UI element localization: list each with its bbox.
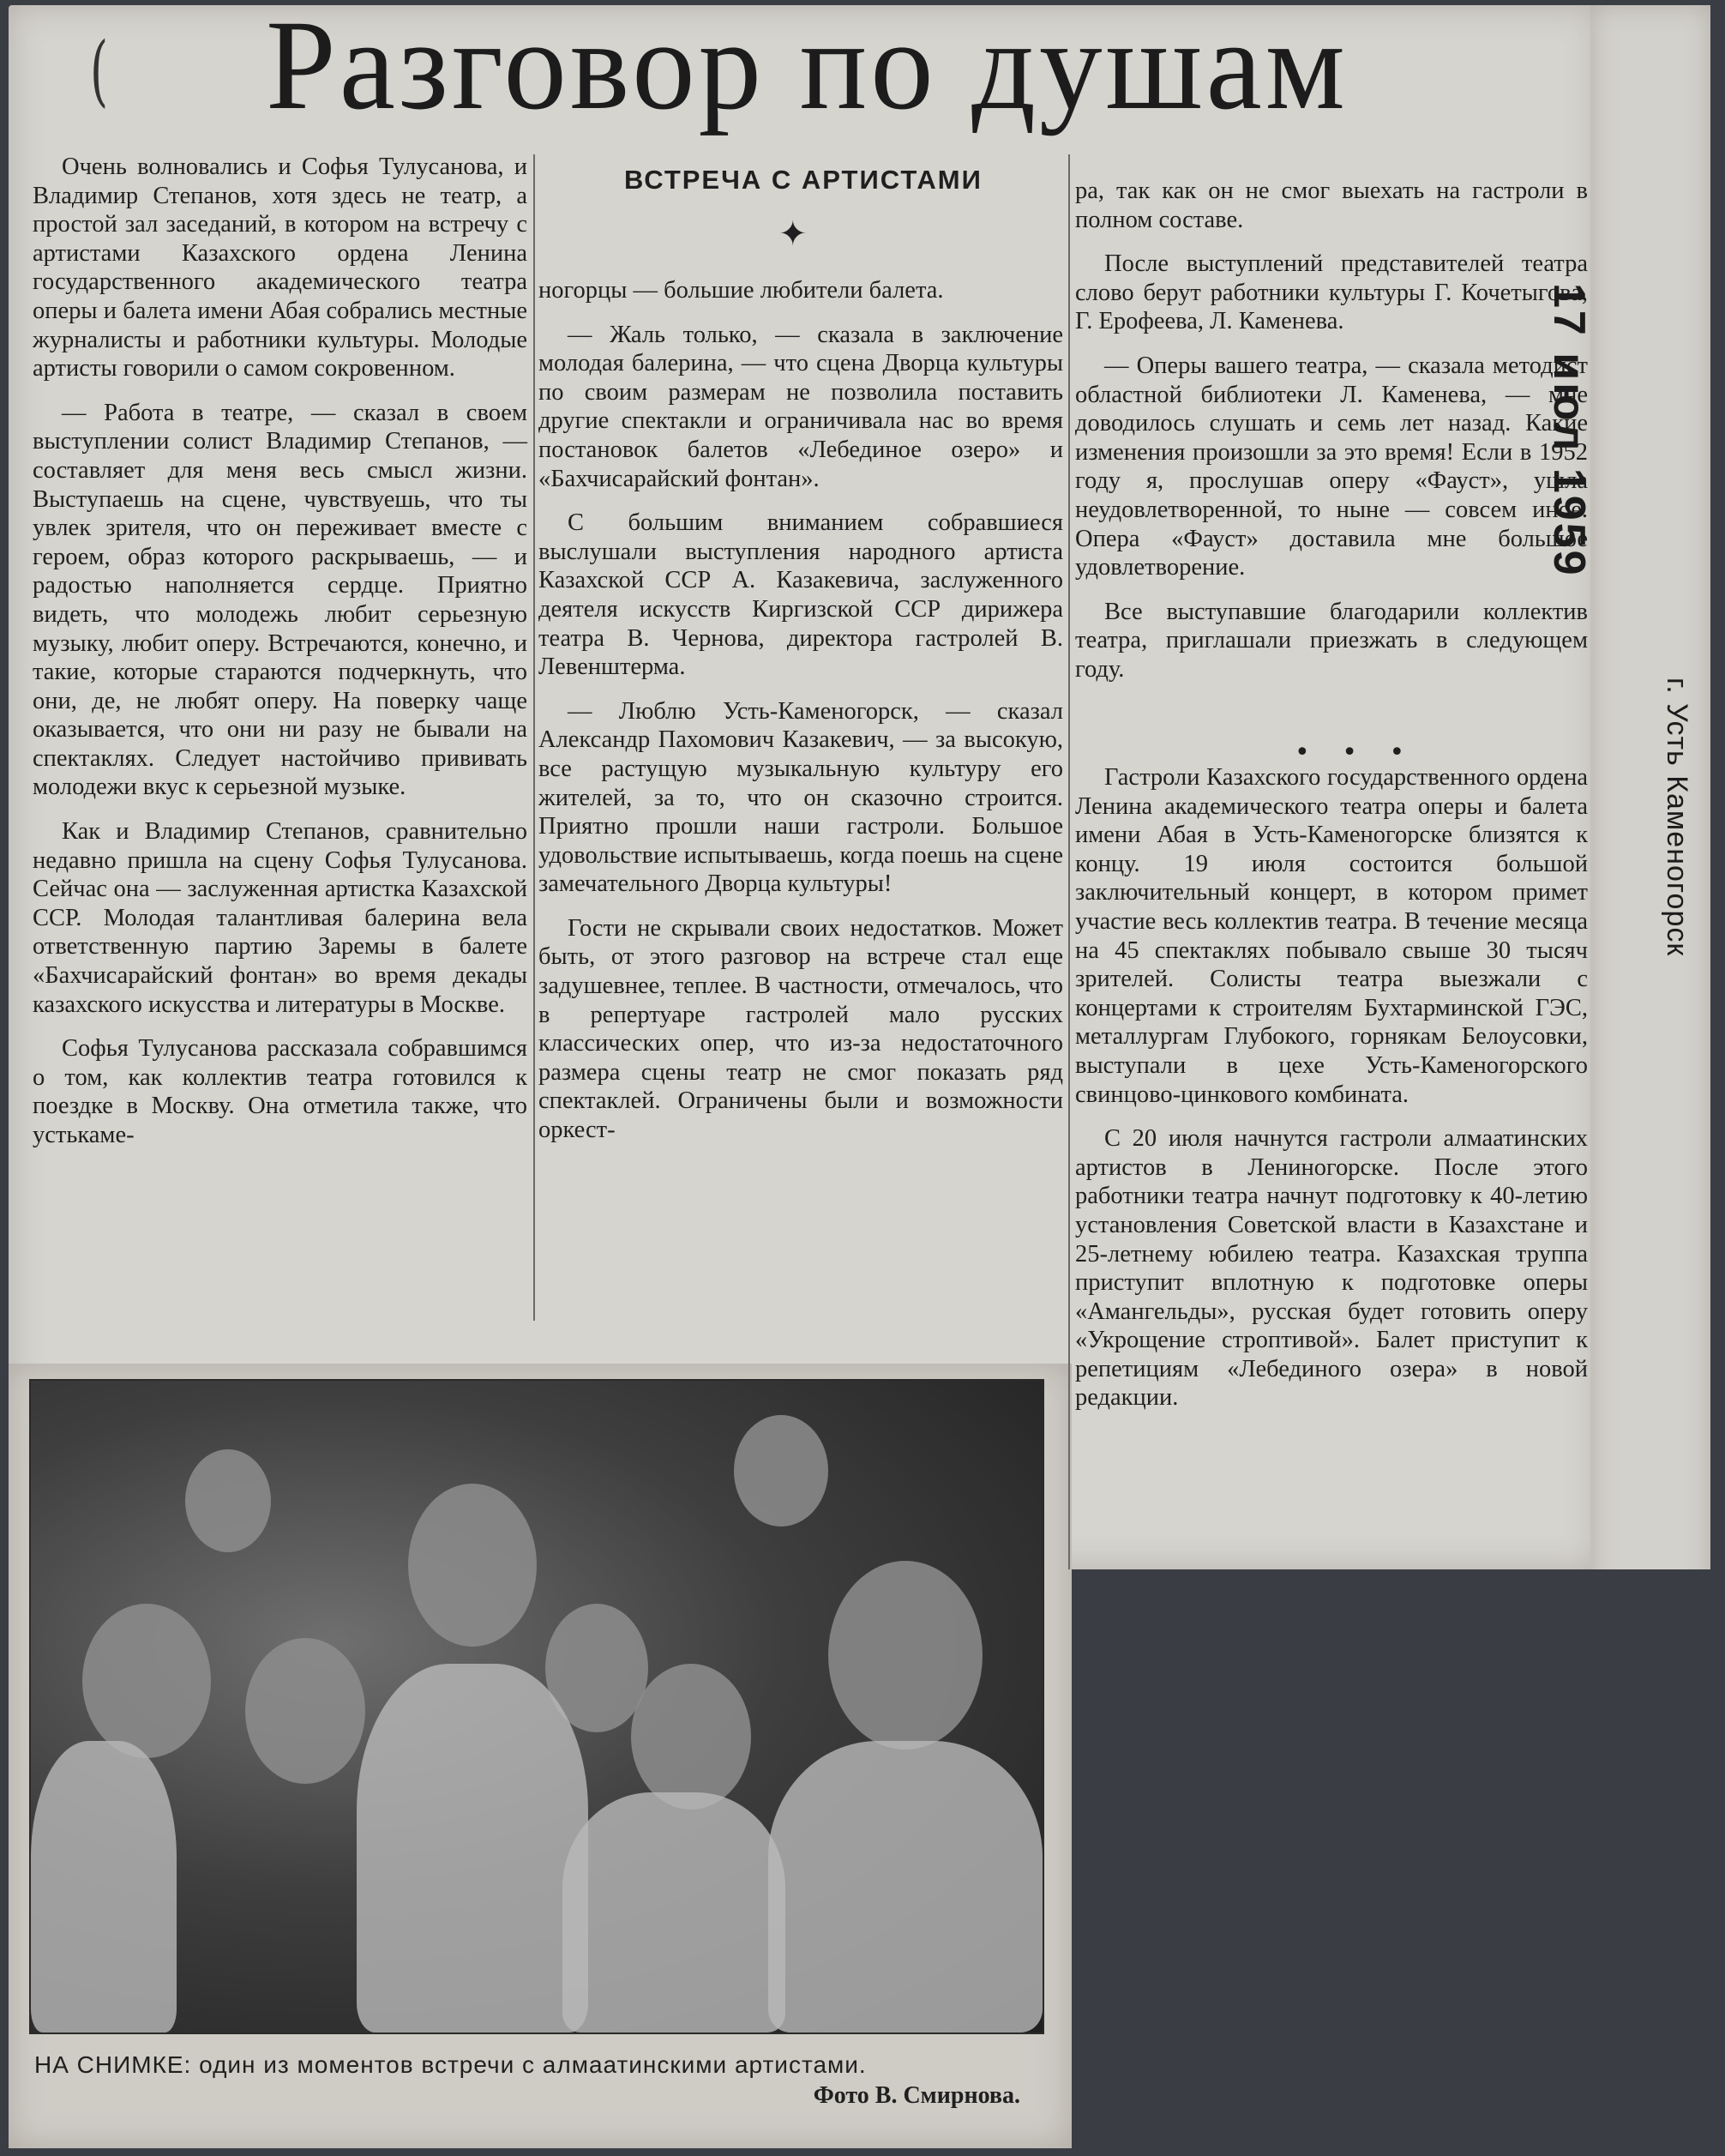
- article-column-3: [1075, 177, 1588, 700]
- pencil-mark: (: [90, 26, 109, 116]
- caption-text: НА СНИМКЕ: один из моментов встречи с алмаатинскими артистами.: [34, 2051, 867, 2078]
- paragraph: Все выступавшие благодарили коллектив театра, приглашали приезжать в следующем году.: [1075, 598, 1588, 683]
- paragraph: Гости не скрывали своих недостатков. Может быть, от этого разговор на встрече стал еще задушевнее, теплее. В частности, отмечалось, что в репертуаре гастролей мало русских классических опер, что из-за недостаточного размера сцены театр не смог показать ряд спектаклей. Ограничены были и возможности оркест-: [538, 914, 1063, 1144]
- photo-figure: [562, 1792, 785, 2033]
- paragraph: — Жаль только, — сказала в заключение молодая балерина, — что сцена Дворца культуры по своим размерам не позволила поставить другие спектакли и ограничивала нас во время постановок балетов «Лебединое озеро» и «Бахчисарайский фонтан».: [538, 321, 1063, 492]
- article-column-1: [33, 153, 527, 1165]
- photo-figure: [357, 1664, 588, 2033]
- paragraph: С 20 июля начнутся гастроли алмаатинских артистов в Лениногорске. После этого работники театра начнут подготовку к 40-летию установления Советской власти в Казахстане и 25-летнему юбилею театра. Казахская труппа приступит вплотную к подготовке оперы «Амангельды», русская будет готовить оперу «Укрощение строптивой». Балет приступит к репетициям «Лебединого озера» в новой редакции.: [1075, 1125, 1588, 1412]
- section-separator: • • •: [1295, 738, 1417, 768]
- source-stamp: г. Усть Каменогорск: [1661, 678, 1693, 957]
- subheading: ВСТРЕЧА С АРТИСТАМИ: [624, 165, 983, 195]
- paragraph: — Люблю Усть-Каменогорск, — сказал Александр Пахомович Казакевич, — за высокую, все растущую музыкальную культуру его жителей, за то, что он сказочно строится. Приятно прошли наши гастроли. Большое удовольствие испытываешь, когда поешь на сцене замечательного Дворца культуры!: [538, 697, 1063, 898]
- article-column-2: [538, 276, 1063, 1160]
- photo-figure: [31, 1741, 177, 2033]
- photo-figure: [768, 1741, 1043, 2033]
- background-corner: [1072, 1569, 1725, 2156]
- paragraph: Как и Владимир Степанов, сравнительно недавно пришла на сцену Софья Тулусанова. Сейчас она — заслуженная артистка Казахской ССР. Молодая талантливая балерина вела ответственную партию Заремы в балете «Бахчисарайский фонтан» во время декады казахского искусства и литературы в Москве.: [33, 818, 527, 1018]
- paragraph: Софья Тулусанова рассказала собравшимся о том, как коллектив театра готовился к поездке в Москву. Она отметила также, что устькаме-: [33, 1035, 527, 1148]
- photo-credit: Фото В. Смирнова.: [813, 2082, 1020, 2109]
- paragraph: ногорцы — большие любители балета.: [538, 277, 944, 304]
- photo-figure: [734, 1415, 828, 1527]
- column-rule: [1068, 154, 1070, 1569]
- article-column-3-continued: [1075, 763, 1588, 1428]
- paragraph: Очень волновались и Софья Тулусанова, и Владимир Степанов, хотя здесь не театр, а простой зал заседаний, в котором на встречу с артистами Казахского ордена Ленина государственного академического театра оперы и балета имени Абая собрались местные журналисты и работники культуры. Молодые артисты говорили о самом сокровенном.: [33, 154, 527, 382]
- photo-caption: [34, 2050, 1029, 2109]
- paragraph: — Работа в театре, — сказал в своем выступлении солист Владимир Степанов, — составляет для меня весь смысл жизни. Выступаешь на сцене, чувствуешь, что ты увлек зрителя, что он переживает вместе с героем, образ которого раскрываешь, — и радостью наполняется сердце. Приятно видеть, что молодежь любит серьезную музыку, любит оперу. Встречаются, конечно, и такие, которые стараются подчеркнуть, что они, де, не любят оперу. На поверку чаще оказывается, что они ни разу не бывали на спектаклях. Следует настойчиво прививать молодежи вкус к серьезной музыке.: [33, 399, 527, 801]
- paragraph: С большим вниманием собравшиеся выслушали выступления народного артиста Казахской ССР А. Казакевича, заслуженного деятеля искусств Киргизской ССР дирижера театра В. Чернова, директора гастролей В. Левенштерма.: [538, 509, 1063, 681]
- paragraph: ра, так как он не смог выехать на гастроли в полном составе.: [1075, 178, 1588, 233]
- photo-figure: [828, 1561, 983, 1749]
- photo: [29, 1379, 1044, 2034]
- photo-figure: [408, 1484, 537, 1647]
- star-ornament: ✦: [778, 214, 808, 254]
- photo-figure: [245, 1638, 365, 1784]
- paragraph: — Оперы вашего театра, — сказала методист областной библиотеки Л. Каменева, — мне доводилось слушать и семь лет назад. Какие изменения произошли за это время! Если в 1952 году я, прослушав оперу «Фауст», ушла неудовлетворенной, то ныне — совсем иное. Опера «Фауст» доставила мне большое удовлетворение.: [1075, 352, 1588, 581]
- paragraph: Гастроли Казахского государственного ордена Ленина академического театра оперы и балета имени Абая в Усть-Каменогорске близятся к концу. 19 июля состоится большой заключительный концерт, в котором примет участие весь коллектив театра. В течение месяца на 45 спектаклях побывало свыше 30 тысяч зрителей. Солисты театра выезжали с концертами к строителям Бухтарминской ГЭС, металлургам Глубокого, горнякам Белоусовки, выступали в цехе Усть-Каменогорского свинцово-цинкового комбината.: [1075, 764, 1588, 1108]
- photo-figure: [82, 1604, 211, 1758]
- paragraph: После выступлений представителей театра слово берут работники культуры Г. Кочетыгова, Г. Ерофеева, Л. Каменева.: [1075, 250, 1588, 335]
- column-rule: [533, 154, 535, 1321]
- photo-figure: [185, 1449, 271, 1552]
- date-stamp: 17 июл 1959: [1544, 283, 1594, 578]
- headline: Разговор по душам: [266, 0, 1349, 136]
- photo-figure: [631, 1664, 751, 1810]
